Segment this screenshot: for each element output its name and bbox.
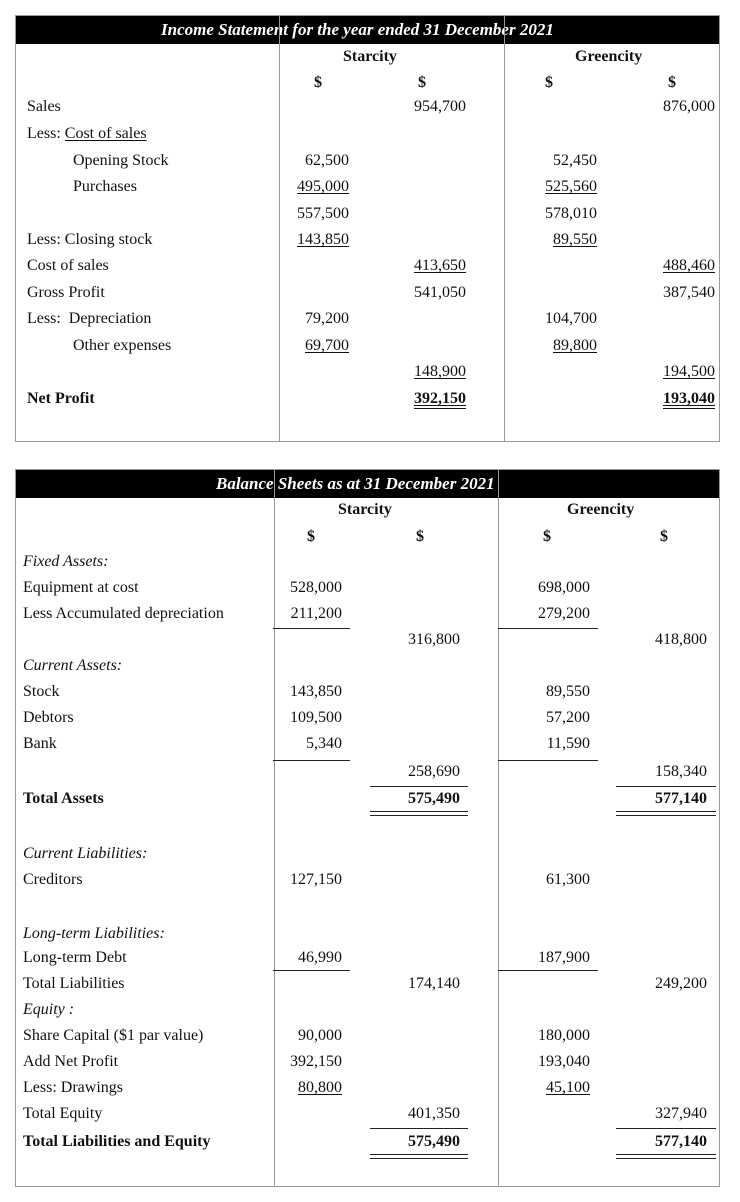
income-statement-title-bar bbox=[16, 16, 719, 44]
value-cell: 193,040 bbox=[663, 390, 715, 407]
row-label: Other expenses bbox=[73, 337, 172, 354]
greencity-heading: Greencity bbox=[567, 501, 635, 518]
value-cell: 89,550 bbox=[546, 683, 590, 700]
value-cell: 557,500 bbox=[297, 205, 349, 222]
row-label: Less: Depreciation bbox=[27, 310, 152, 327]
value-cell: 89,550 bbox=[553, 231, 597, 248]
row-label: Stock bbox=[23, 683, 60, 700]
sum-rule bbox=[498, 628, 598, 629]
sum-rule bbox=[273, 970, 350, 971]
value-cell: 57,200 bbox=[546, 709, 590, 726]
row-label: Creditors bbox=[23, 871, 83, 888]
value-cell: 45,100 bbox=[546, 1079, 590, 1096]
row-label: Long-term Debt bbox=[23, 949, 127, 966]
row-label: Cost of sales bbox=[27, 257, 109, 274]
value-cell: 575,490 bbox=[408, 1133, 460, 1150]
value-cell: 187,900 bbox=[538, 949, 590, 966]
row-label: Less: Closing stock bbox=[27, 231, 153, 248]
value-cell: 148,900 bbox=[414, 363, 466, 380]
sum-rule bbox=[616, 1128, 716, 1129]
row-label: Add Net Profit bbox=[23, 1053, 119, 1070]
value-cell: 80,800 bbox=[298, 1079, 342, 1096]
value-cell: 876,000 bbox=[663, 98, 715, 115]
sum-rule bbox=[370, 1128, 468, 1129]
value-cell: 525,560 bbox=[545, 178, 597, 195]
value-cell: 698,000 bbox=[538, 579, 590, 596]
value-cell: 577,140 bbox=[655, 790, 707, 807]
value-cell: 143,850 bbox=[297, 231, 349, 248]
value-cell: 194,500 bbox=[663, 363, 715, 380]
value-cell: 495,000 bbox=[297, 178, 349, 195]
value-cell: 418,800 bbox=[655, 631, 707, 648]
value-cell: 11,590 bbox=[546, 735, 590, 752]
row-label: Total Liabilities bbox=[23, 975, 125, 992]
sum-rule bbox=[273, 760, 350, 761]
value-cell: 541,050 bbox=[414, 284, 466, 301]
row-label: Bank bbox=[23, 735, 57, 752]
value-cell: 109,500 bbox=[290, 709, 342, 726]
value-cell: 143,850 bbox=[290, 683, 342, 700]
value-cell: 61,300 bbox=[546, 871, 590, 888]
row-label: Opening Stock bbox=[73, 152, 169, 169]
row-label: Debtors bbox=[23, 709, 74, 726]
income-statement bbox=[15, 15, 720, 442]
value-cell: 316,800 bbox=[408, 631, 460, 648]
sum-rule bbox=[273, 628, 350, 629]
value-cell: 180,000 bbox=[538, 1027, 590, 1044]
currency-symbol: $ bbox=[660, 528, 668, 545]
value-cell: 52,450 bbox=[553, 152, 597, 169]
column-divider bbox=[498, 470, 499, 1186]
sum-rule bbox=[370, 786, 468, 787]
value-cell: 211,200 bbox=[290, 605, 342, 622]
value-cell: 392,150 bbox=[414, 390, 466, 407]
section-heading: Current Liabilities: bbox=[23, 845, 148, 862]
starcity-heading: Starcity bbox=[338, 501, 392, 518]
value-cell: 392,150 bbox=[290, 1053, 342, 1070]
value-cell: 327,940 bbox=[655, 1105, 707, 1122]
currency-symbol: $ bbox=[543, 528, 551, 545]
value-cell: 193,040 bbox=[538, 1053, 590, 1070]
balance-sheets-title: Balance Sheets as at 31 December 2021 bbox=[216, 474, 495, 493]
row-label: Equipment at cost bbox=[23, 579, 139, 596]
section-heading: Current Assets: bbox=[23, 657, 123, 674]
value-cell: 577,140 bbox=[655, 1133, 707, 1150]
row-label: Less: Cost of sales bbox=[27, 125, 147, 142]
value-cell: 575,490 bbox=[408, 790, 460, 807]
value-cell: 174,140 bbox=[408, 975, 460, 992]
currency-symbol: $ bbox=[307, 528, 315, 545]
column-divider bbox=[274, 470, 275, 1186]
starcity-heading: Starcity bbox=[343, 48, 397, 65]
row-label: Total Equity bbox=[23, 1105, 103, 1122]
currency-symbol: $ bbox=[545, 74, 553, 91]
value-cell: 578,010 bbox=[545, 205, 597, 222]
currency-symbol: $ bbox=[416, 528, 424, 545]
column-divider bbox=[279, 16, 280, 441]
row-label: Total Assets bbox=[23, 790, 104, 807]
section-heading: Equity : bbox=[23, 1001, 75, 1018]
value-cell: 528,000 bbox=[290, 579, 342, 596]
value-cell: 249,200 bbox=[655, 975, 707, 992]
sum-rule bbox=[498, 970, 598, 971]
value-cell: 954,700 bbox=[414, 98, 466, 115]
sum-rule bbox=[498, 760, 598, 761]
value-cell: 62,500 bbox=[305, 152, 349, 169]
row-label: Purchases bbox=[73, 178, 137, 195]
double-rule bbox=[370, 1154, 468, 1159]
value-cell: 387,540 bbox=[663, 284, 715, 301]
value-cell: 46,990 bbox=[298, 949, 342, 966]
value-cell: 279,200 bbox=[538, 605, 590, 622]
greencity-heading: Greencity bbox=[575, 48, 643, 65]
sum-rule bbox=[616, 786, 716, 787]
value-cell: 5,340 bbox=[306, 735, 342, 752]
balance-sheets-title-bar bbox=[16, 470, 719, 498]
value-cell: 69,700 bbox=[305, 337, 349, 354]
value-cell: 158,340 bbox=[655, 763, 707, 780]
value-cell: 401,350 bbox=[408, 1105, 460, 1122]
column-divider bbox=[504, 16, 505, 441]
value-cell: 90,000 bbox=[298, 1027, 342, 1044]
income-statement-title: Income Statement for the year ended 31 December 2021 bbox=[161, 20, 554, 39]
row-label: Sales bbox=[27, 98, 61, 115]
value-cell: 89,800 bbox=[553, 337, 597, 354]
currency-symbol: $ bbox=[418, 74, 426, 91]
row-label: Total Liabilities and Equity bbox=[23, 1133, 211, 1150]
value-cell: 413,650 bbox=[414, 257, 466, 274]
row-label: Gross Profit bbox=[27, 284, 105, 301]
row-label: Less Accumulated depreciation bbox=[23, 605, 224, 622]
value-cell: 258,690 bbox=[408, 763, 460, 780]
value-cell: 488,460 bbox=[663, 257, 715, 274]
row-label: Share Capital ($1 par value) bbox=[23, 1027, 204, 1044]
currency-symbol: $ bbox=[314, 74, 322, 91]
row-label: Less: Drawings bbox=[23, 1079, 123, 1096]
row-label: Net Profit bbox=[27, 390, 95, 407]
value-cell: 104,700 bbox=[545, 310, 597, 327]
double-rule bbox=[370, 811, 468, 816]
double-rule bbox=[616, 811, 716, 816]
double-rule bbox=[616, 1154, 716, 1159]
currency-symbol: $ bbox=[668, 74, 676, 91]
value-cell: 79,200 bbox=[305, 310, 349, 327]
value-cell: 127,150 bbox=[290, 871, 342, 888]
section-heading: Long-term Liabilities: bbox=[23, 925, 165, 942]
section-heading: Fixed Assets: bbox=[23, 553, 109, 570]
